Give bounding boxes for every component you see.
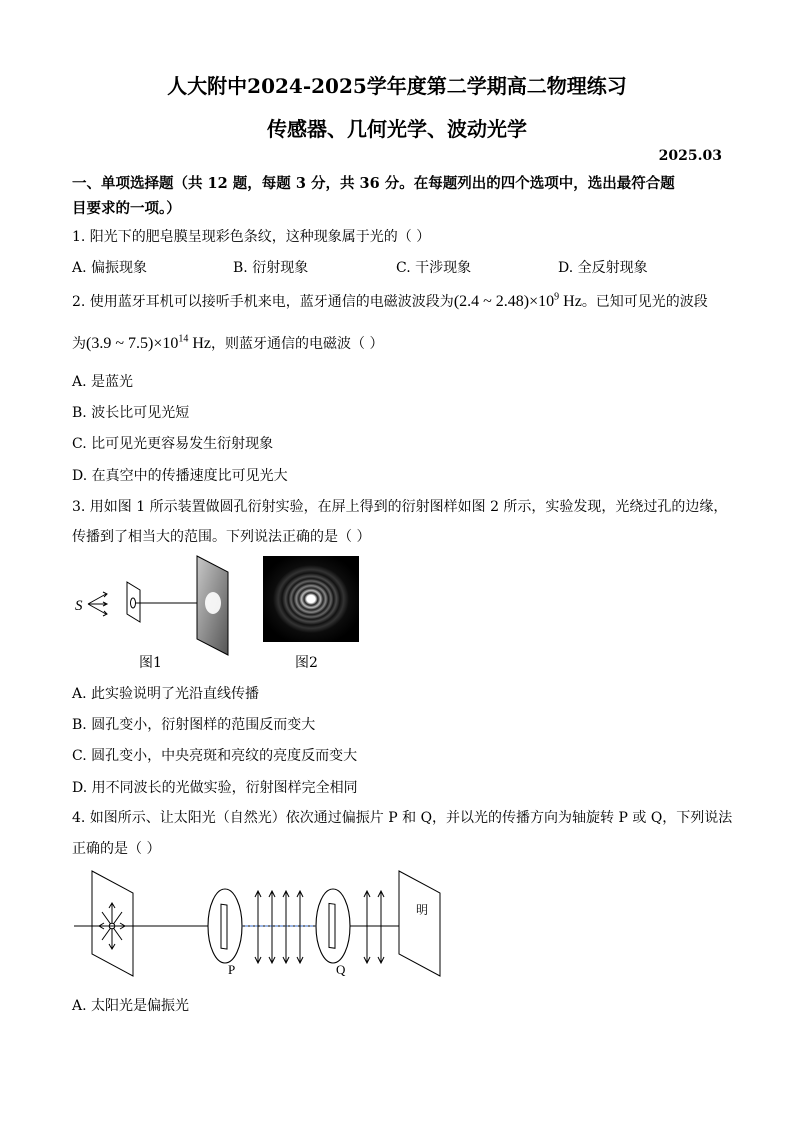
polarizer-q-label: Q bbox=[336, 962, 346, 977]
polarizer-p-slit bbox=[221, 904, 227, 949]
q2-option-d: D. 在真空中的传播速度比可见光大 bbox=[72, 468, 288, 484]
q3-option-d: D. 用不同波长的光做实验，衍射图样完全相同 bbox=[72, 780, 358, 796]
figure-1-caption: 图1 bbox=[139, 655, 162, 671]
polarizer-q-slit bbox=[329, 903, 335, 948]
polarizer-p-label: P bbox=[228, 962, 236, 977]
source-label: S bbox=[75, 598, 83, 614]
section-heading-line1: 一、单项选择题（共 12 题，每题 3 分，共 36 分。在每题列出的四个选项中，选出最符合题 bbox=[72, 175, 675, 192]
page-title: 人大附中2024-2025学年度第二学期高二物理练习 bbox=[167, 74, 627, 98]
q1-option-c: C. 干涉现象 bbox=[396, 260, 472, 276]
q2-equation-bluetooth: (2.4 ~ $2.48)\times 10^9$ Hz bbox=[453, 291, 582, 310]
q2-equation-visible: (3.9 ~ $7.5)\times 10^{14}$ Hz bbox=[86, 333, 211, 352]
q3-option-a: A. 此实验说明了光沿直线传播 bbox=[72, 686, 260, 702]
q1-option-b: B. 衍射现象 bbox=[233, 260, 309, 276]
q2-stem-line1 bbox=[72, 291, 708, 311]
q1-stem: 1. 阳光下的肥皂膜呈现彩色条纹，这种现象属于光的（ ） bbox=[72, 229, 431, 245]
q4-stem-line1: 4. 如图所示、让太阳光（自然光）依次通过偏振片 P 和 Q，并以光的传播方向为轴旋转 P 或 Q，下列说法 bbox=[72, 810, 733, 826]
page-subtitle: 传感器、几何光学、波动光学 bbox=[267, 117, 527, 141]
q1-option-a: A. 偏振现象 bbox=[72, 260, 148, 276]
q2-stem-b: 。已知可见光的波段 bbox=[581, 294, 708, 310]
q3-stem-line2: 传播到了相当大的范围。下列说法正确的是（ ） bbox=[72, 529, 371, 545]
q2-option-c: C. 比可见光更容易发生衍射现象 bbox=[72, 436, 274, 452]
figure-2-caption: 图2 bbox=[295, 655, 318, 671]
q1-option-d: D. 全反射现象 bbox=[558, 260, 648, 276]
q2-option-b: B. 波长比可见光短 bbox=[72, 405, 190, 421]
q2-option-a: A. 是蓝光 bbox=[72, 374, 134, 390]
output-screen bbox=[399, 871, 440, 976]
q4-option-a: A. 太阳光是偏振光 bbox=[72, 998, 190, 1014]
bright-spot bbox=[205, 592, 221, 614]
q2-stem-a: 2. 使用蓝牙耳机可以接听手机来电，蓝牙通信的电磁波波段为 bbox=[72, 294, 454, 310]
q3-stem-line1: 3. 用如图 1 所示装置做圆孔衍射实验，在屏上得到的衍射图样如图 2 所示，实验发现，光绕过孔的边缘， bbox=[72, 499, 728, 515]
bright-label: 明 bbox=[416, 903, 429, 917]
figure-1-apparatus bbox=[70, 552, 240, 657]
circular-hole bbox=[131, 598, 136, 608]
transmitted-light-arrows bbox=[364, 891, 384, 963]
figure-2-diffraction-pattern bbox=[263, 556, 359, 642]
q4-stem-line2: 正确的是（ ） bbox=[72, 841, 161, 857]
q2-stem-c: 为 bbox=[72, 336, 86, 352]
q3-option-c: C. 圆孔变小，中央亮斑和亮纹的亮度反而变大 bbox=[72, 748, 358, 764]
q2-stem-line2 bbox=[72, 333, 383, 353]
diffraction-rings bbox=[263, 556, 359, 642]
q3-option-b: B. 圆孔变小，衍射图样的范围反而变大 bbox=[72, 717, 316, 733]
q2-stem-d: ，则蓝牙通信的电磁波（ ） bbox=[211, 336, 384, 352]
figure-polarizers bbox=[70, 866, 450, 982]
section-heading-line2: 目要求的一项。） bbox=[72, 200, 181, 217]
exam-date: 2025.03 bbox=[658, 148, 722, 164]
polarized-light-arrows bbox=[255, 891, 303, 963]
light-source-rays-icon bbox=[88, 592, 107, 616]
